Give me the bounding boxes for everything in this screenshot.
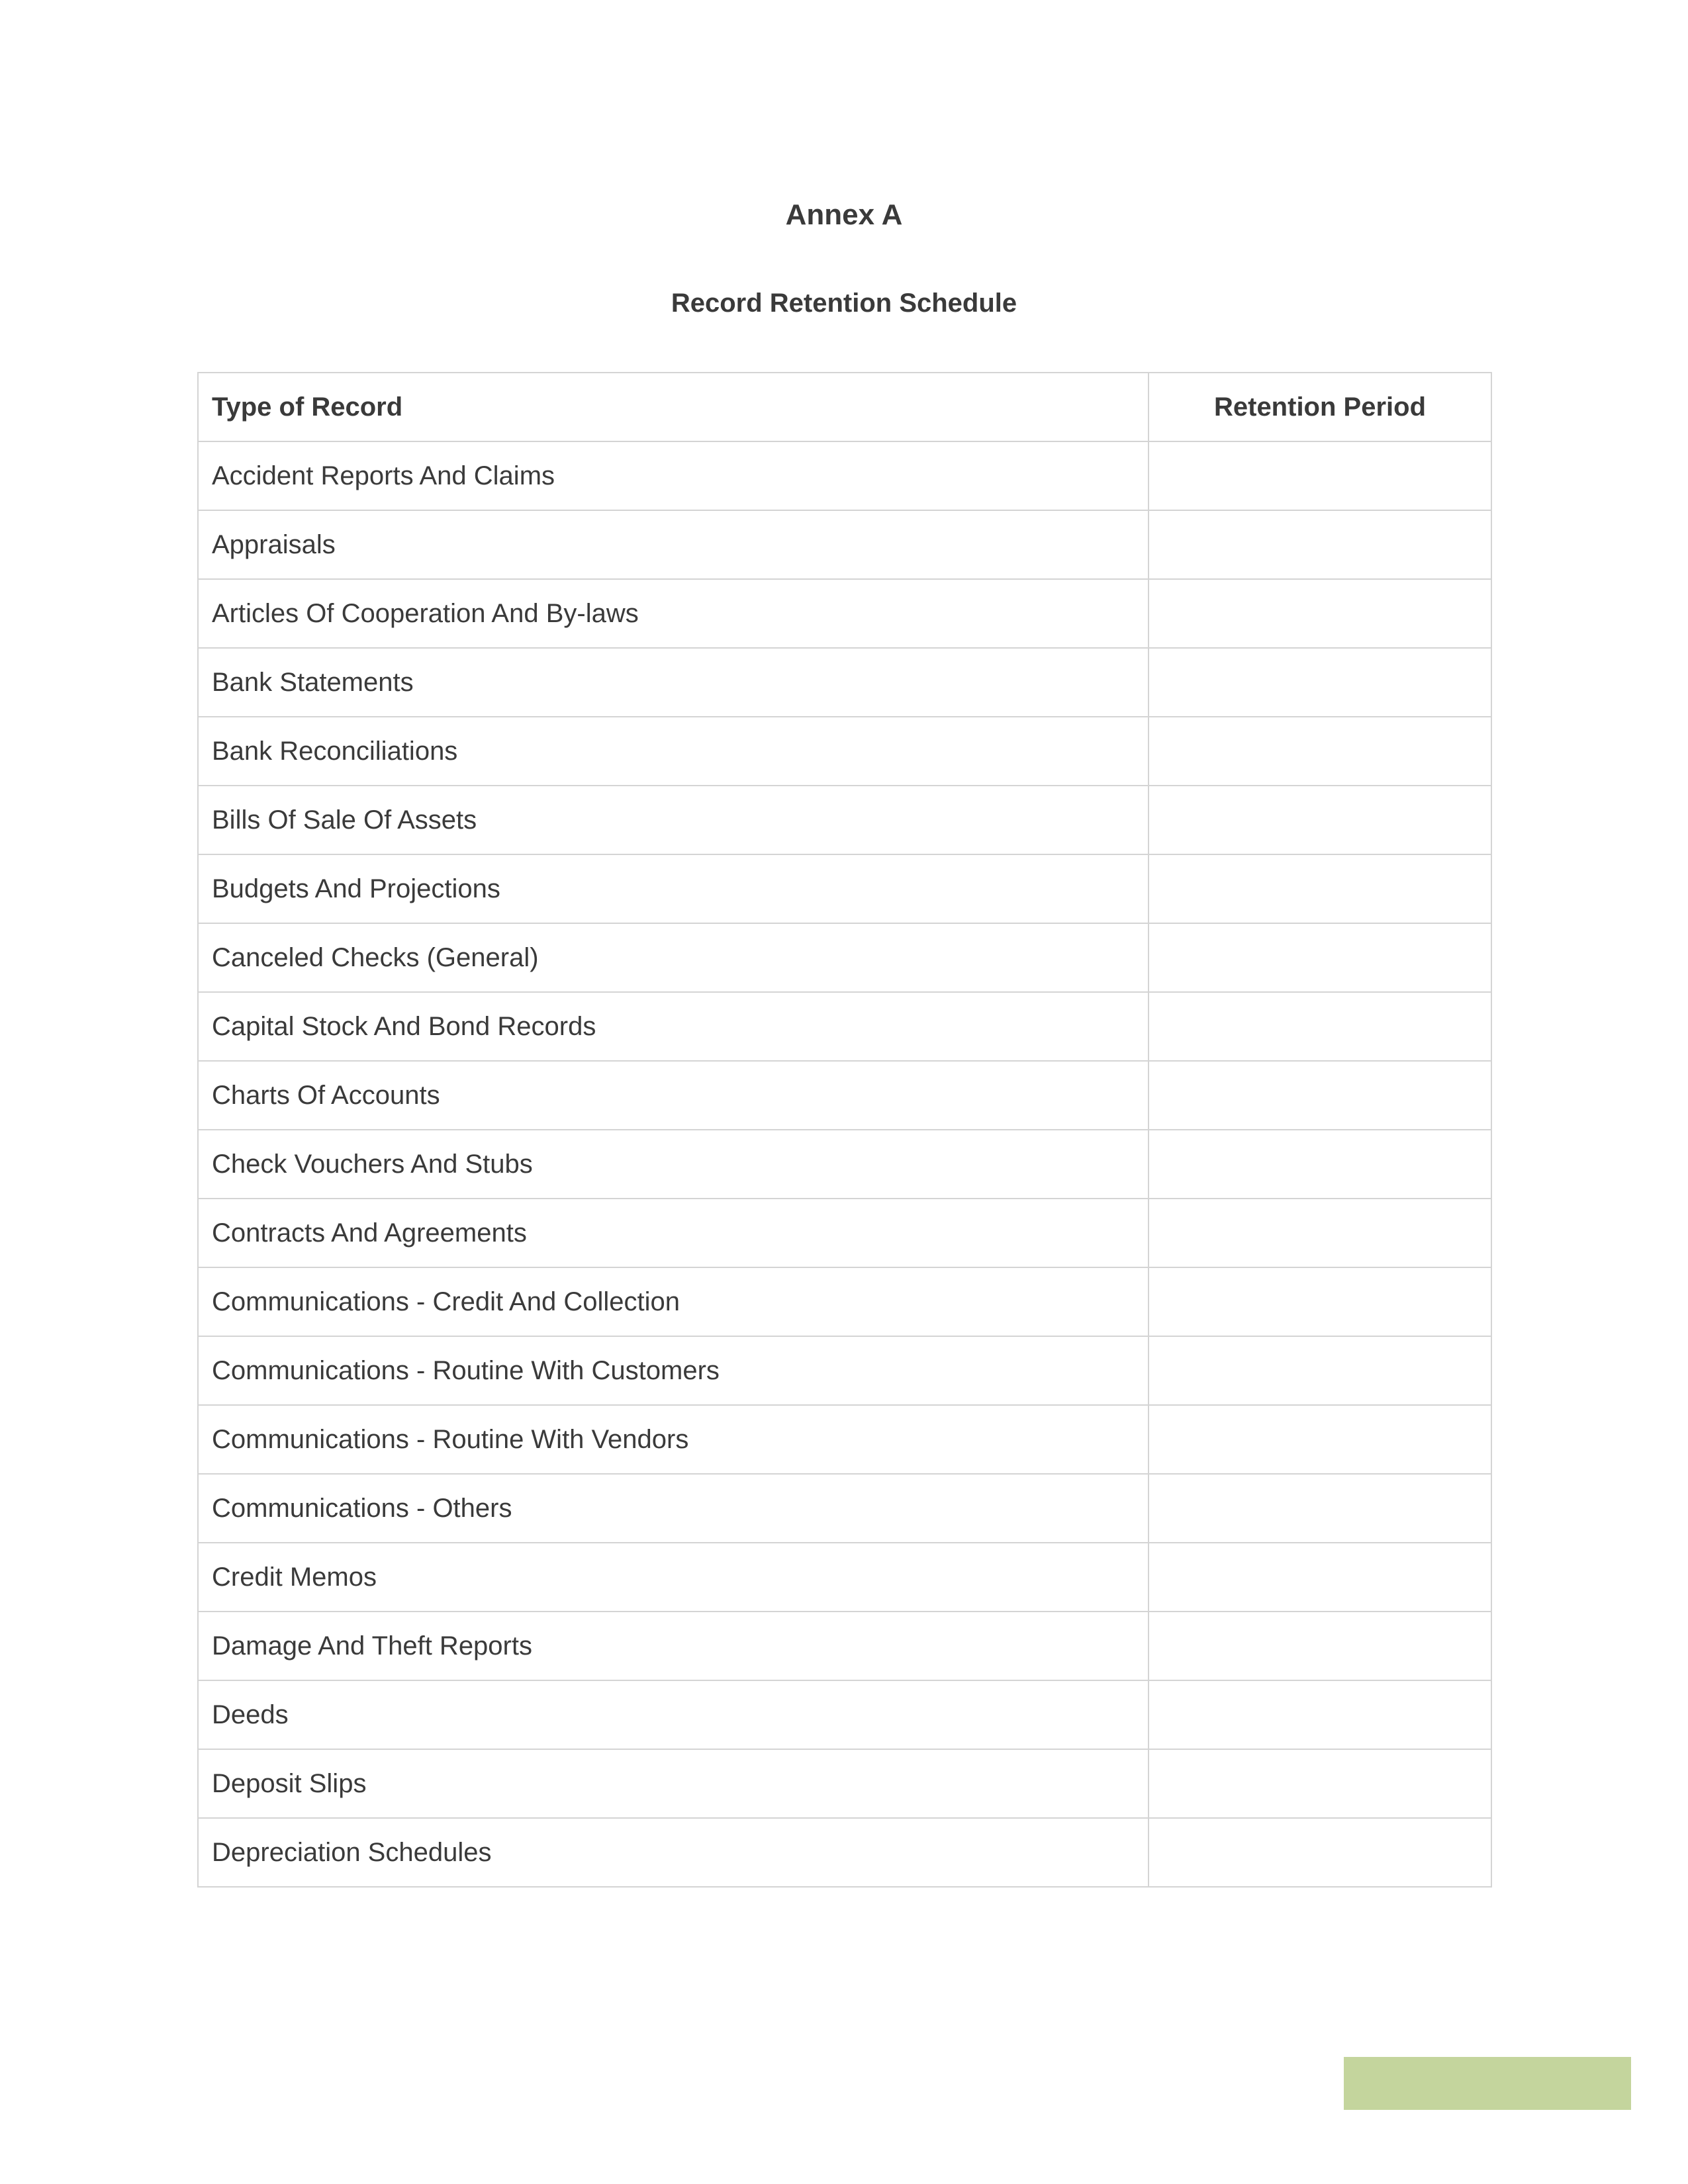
page-subtitle: Record Retention Schedule bbox=[671, 289, 1017, 318]
table-row bbox=[198, 1818, 1491, 1887]
retention-period-cell bbox=[1149, 786, 1491, 854]
retention-period-cell bbox=[1149, 1612, 1491, 1680]
retention-period-cell bbox=[1149, 1749, 1491, 1818]
retention-period-cell bbox=[1149, 510, 1491, 579]
retention-period-cell bbox=[1149, 1680, 1491, 1749]
retention-period-cell bbox=[1149, 923, 1491, 992]
record-type-cell: Deeds bbox=[198, 1680, 1149, 1749]
table-header-row bbox=[198, 373, 1491, 441]
retention-period-cell bbox=[1149, 1061, 1491, 1130]
table-row bbox=[198, 786, 1491, 854]
retention-table bbox=[197, 372, 1492, 1888]
record-type-cell: Damage And Theft Reports bbox=[198, 1612, 1149, 1680]
footer-accent-bar bbox=[1344, 2057, 1631, 2110]
table-row bbox=[198, 1199, 1491, 1267]
record-type-cell: Communications - Routine With Customers bbox=[198, 1336, 1149, 1405]
table-row bbox=[198, 1543, 1491, 1612]
retention-period-cell bbox=[1149, 1267, 1491, 1336]
record-type-cell: Budgets And Projections bbox=[198, 854, 1149, 923]
record-type-cell: Bills Of Sale Of Assets bbox=[198, 786, 1149, 854]
table-row bbox=[198, 1061, 1491, 1130]
record-type-cell: Canceled Checks (General) bbox=[198, 923, 1149, 992]
record-type-cell: Articles Of Cooperation And By-laws bbox=[198, 579, 1149, 648]
table-row bbox=[198, 1474, 1491, 1543]
record-type-cell: Deposit Slips bbox=[198, 1749, 1149, 1818]
table-row bbox=[198, 1612, 1491, 1680]
retention-period-cell bbox=[1149, 441, 1491, 510]
record-type-cell: Depreciation Schedules bbox=[198, 1818, 1149, 1887]
header-retention-period: Retention Period bbox=[1149, 373, 1491, 441]
retention-period-cell bbox=[1149, 717, 1491, 786]
table-row bbox=[198, 992, 1491, 1061]
table-row bbox=[198, 1405, 1491, 1474]
record-type-cell: Capital Stock And Bond Records bbox=[198, 992, 1149, 1061]
record-type-cell: Bank Statements bbox=[198, 648, 1149, 717]
table-row bbox=[198, 923, 1491, 992]
retention-period-cell bbox=[1149, 1543, 1491, 1612]
retention-period-cell bbox=[1149, 648, 1491, 717]
record-type-cell: Appraisals bbox=[198, 510, 1149, 579]
table-row bbox=[198, 1130, 1491, 1199]
retention-period-cell bbox=[1149, 1818, 1491, 1887]
table-row bbox=[198, 579, 1491, 648]
record-type-cell: Communications - Credit And Collection bbox=[198, 1267, 1149, 1336]
retention-period-cell bbox=[1149, 854, 1491, 923]
retention-period-cell bbox=[1149, 1405, 1491, 1474]
table-row bbox=[198, 510, 1491, 579]
record-type-cell: Charts Of Accounts bbox=[198, 1061, 1149, 1130]
table-row bbox=[198, 1749, 1491, 1818]
table-row bbox=[198, 648, 1491, 717]
retention-period-cell bbox=[1149, 1199, 1491, 1267]
retention-period-cell bbox=[1149, 992, 1491, 1061]
retention-period-cell bbox=[1149, 1474, 1491, 1543]
record-type-cell: Communications - Others bbox=[198, 1474, 1149, 1543]
table-row bbox=[198, 1336, 1491, 1405]
page-title: Annex A bbox=[785, 199, 903, 231]
table-row bbox=[198, 441, 1491, 510]
header-type-of-record: Type of Record bbox=[198, 373, 1149, 441]
record-type-cell: Accident Reports And Claims bbox=[198, 441, 1149, 510]
retention-period-cell bbox=[1149, 1130, 1491, 1199]
retention-period-cell bbox=[1149, 579, 1491, 648]
record-type-cell: Communications - Routine With Vendors bbox=[198, 1405, 1149, 1474]
record-type-cell: Check Vouchers And Stubs bbox=[198, 1130, 1149, 1199]
record-type-cell: Bank Reconciliations bbox=[198, 717, 1149, 786]
table-row bbox=[198, 1267, 1491, 1336]
retention-period-cell bbox=[1149, 1336, 1491, 1405]
table-row bbox=[198, 854, 1491, 923]
table-row bbox=[198, 717, 1491, 786]
record-type-cell: Contracts And Agreements bbox=[198, 1199, 1149, 1267]
record-type-cell: Credit Memos bbox=[198, 1543, 1149, 1612]
table-row bbox=[198, 1680, 1491, 1749]
